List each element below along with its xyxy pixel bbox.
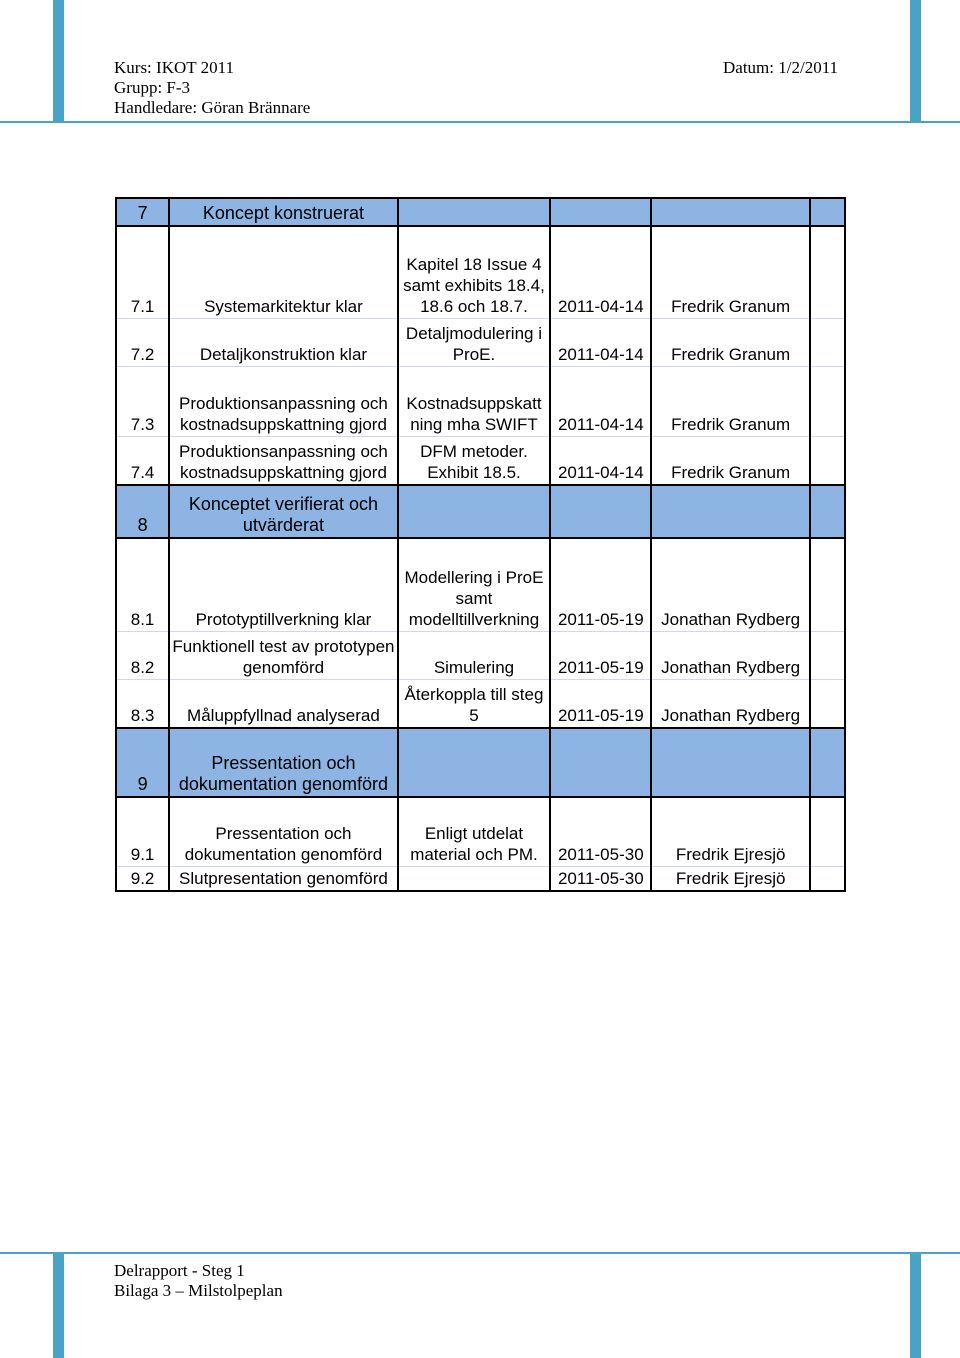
milestone-title: Koncept konstruerat (169, 198, 398, 226)
milestone-date: 2011-04-14 (550, 318, 651, 366)
milestone-responsible: Jonathan Rydberg (651, 679, 809, 728)
milestone-number: 9 (116, 728, 169, 797)
milestone-check (810, 366, 845, 436)
milestone-date: 2011-04-14 (550, 436, 651, 485)
milestone-method (398, 866, 550, 891)
milestone-number: 8.1 (116, 538, 169, 631)
group-label: Grupp: F-3 (114, 78, 191, 97)
milestone-check (810, 318, 845, 366)
milestone-date: 2011-04-14 (550, 226, 651, 318)
milestone-responsible: Fredrik Granum (651, 318, 809, 366)
milestone-row (116, 797, 845, 866)
milestone-responsible: Fredrik Granum (651, 366, 809, 436)
milestone-number: 7.2 (116, 318, 169, 366)
milestone-number: 7.4 (116, 436, 169, 485)
milestone-title: Funktionell test av prototypen genomförd (169, 631, 398, 679)
right-bottom-bar (910, 1253, 921, 1358)
milestone-date: 2011-05-30 (550, 797, 651, 866)
milestone-method: DFM metoder. Exhibit 18.5. (398, 436, 550, 485)
milestone-method: Modellering i ProE samt modelltillverkning (398, 538, 550, 631)
milestone-responsible (651, 485, 809, 538)
milestone-number: 7.1 (116, 226, 169, 318)
milestone-responsible (651, 198, 809, 226)
milestone-responsible: Fredrik Granum (651, 436, 809, 485)
milestone-title: Systemarkitektur klar (169, 226, 398, 318)
milestone-title: Pressentation och dokumentation genomförd (169, 728, 398, 797)
milestone-row (116, 318, 845, 366)
milestone-method: Återkoppla till steg 5 (398, 679, 550, 728)
milestone-title: Produktionsanpassning och kostnadsuppskattning gjord (169, 366, 398, 436)
milestone-row (116, 631, 845, 679)
milestone-method: Detaljmodulering i ProE. (398, 318, 550, 366)
milestone-check (810, 226, 845, 318)
milestone-responsible: Fredrik Ejresjö (651, 797, 809, 866)
left-bottom-bar (53, 1253, 64, 1358)
milestone-responsible: Fredrik Granum (651, 226, 809, 318)
milestone-date: 2011-05-30 (550, 866, 651, 891)
milestone-row (116, 366, 845, 436)
milestone-check (810, 538, 845, 631)
milestone-check (810, 485, 845, 538)
milestone-check (810, 198, 845, 226)
milestone-responsible (651, 728, 809, 797)
milestone-method (398, 485, 550, 538)
milestone-title: Detaljkonstruktion klar (169, 318, 398, 366)
milestone-row (116, 538, 845, 631)
milestone-responsible: Fredrik Ejresjö (651, 866, 809, 891)
milestone-date: 2011-05-19 (550, 538, 651, 631)
milestone-date (550, 485, 651, 538)
milestone-date: 2011-05-19 (550, 679, 651, 728)
milestone-title: Måluppfyllnad analyserad (169, 679, 398, 728)
milestone-group-row (116, 485, 845, 538)
milestone-method (398, 198, 550, 226)
milestone-group-row (116, 728, 845, 797)
milestone-check (810, 436, 845, 485)
footer-report: Delrapport - Steg 1 (114, 1261, 245, 1280)
date-label: Datum: 1/2/2011 (723, 58, 839, 77)
milestone-row (116, 436, 845, 485)
milestone-method: Simulering (398, 631, 550, 679)
course-label: Kurs: IKOT 2011 (114, 58, 234, 77)
milestone-title: Pressentation och dokumentation genomförd (169, 797, 398, 866)
milestone-responsible: Jonathan Rydberg (651, 631, 809, 679)
right-top-bar (910, 0, 921, 122)
footer-rule (0, 1252, 960, 1254)
milestone-number: 7.3 (116, 366, 169, 436)
milestone-title: Produktionsanpassning och kostnadsuppskattning gjord (169, 436, 398, 485)
milestone-date (550, 728, 651, 797)
milestone-responsible: Jonathan Rydberg (651, 538, 809, 631)
footer-appendix: Bilaga 3 – Milstolpeplan (114, 1281, 283, 1300)
milestone-title: Slutpresentation genomförd (169, 866, 398, 891)
milestone-check (810, 631, 845, 679)
milestone-date: 2011-04-14 (550, 366, 651, 436)
milestone-date (550, 198, 651, 226)
milestone-check (810, 797, 845, 866)
milestone-method: Enligt utdelat material och PM. (398, 797, 550, 866)
milestone-number: 7 (116, 198, 169, 226)
milestone-check (810, 866, 845, 891)
milestone-row (116, 679, 845, 728)
milestone-table (115, 197, 846, 892)
left-top-bar (53, 0, 64, 122)
milestone-row (116, 866, 845, 891)
milestone-date: 2011-05-19 (550, 631, 651, 679)
milestone-number: 9.1 (116, 797, 169, 866)
milestone-title: Konceptet verifierat och utvärderat (169, 485, 398, 538)
milestone-group-row (116, 198, 845, 226)
milestone-number: 8.2 (116, 631, 169, 679)
milestone-number: 9.2 (116, 866, 169, 891)
milestone-check (810, 728, 845, 797)
milestone-method (398, 728, 550, 797)
supervisor-label: Handledare: Göran Brännare (114, 98, 311, 117)
milestone-method: Kapitel 18 Issue 4 samt exhibits 18.4, 18.6 och 18.7. (398, 226, 550, 318)
milestone-number: 8.3 (116, 679, 169, 728)
milestone-number: 8 (116, 485, 169, 538)
header-rule (0, 121, 960, 123)
milestone-check (810, 679, 845, 728)
milestone-method: Kostnadsuppskatt ning mha SWIFT (398, 366, 550, 436)
milestone-title: Prototyptillverkning klar (169, 538, 398, 631)
milestone-row (116, 226, 845, 318)
